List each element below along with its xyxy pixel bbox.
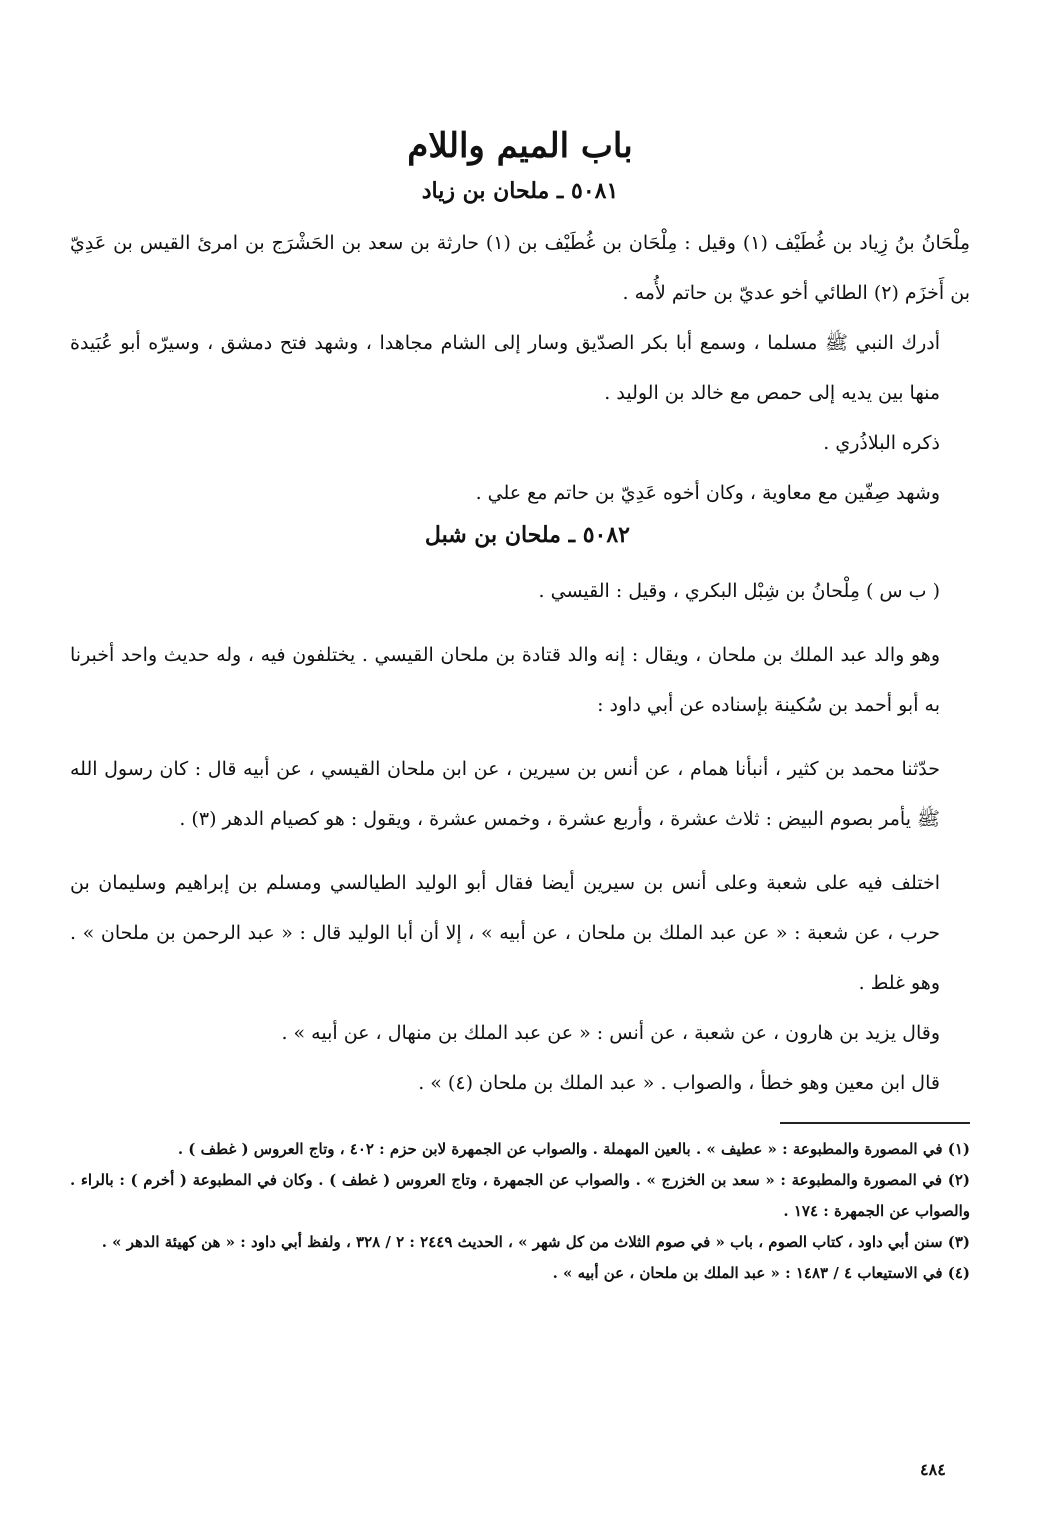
paragraph: وشهد صِفّين مع معاوية ، وكان أخوه عَدِيّ بن حاتم مع علي . — [475, 482, 940, 504]
paragraph: حدّثنا محمد بن كثير ، أنبأنا همام ، عن أنس بن سيرين ، عن ابن ملحان القيسي ، عن أبيه قال : كان رسول الله ﷺ يأمر بصوم البيض : ثلاث عشرة ، وأربع عشرة ، وخمس عشرة ، ويقول : هو كصيام الدهر (٣) . — [70, 758, 940, 830]
footnote: (٢) في المصورة والمطبوعة : « سعد بن الخزرج » . والصواب عن الجمهرة ، وتاج العروس ( غطف ) . وكان في المطبوعة ( أخرم ) : بالراء . والصواب عن الجمهرة : ١٧٤ . — [70, 1171, 970, 1220]
footnote: (٣) سنن أبي داود ، كتاب الصوم ، باب « في صوم الثلاث من كل شهر » ، الحديث ٢٤٤٩ : ٢ / ٣٢٨ ، ولفظ أبي داود : « هن كهيئة الدهر » . — [101, 1233, 970, 1251]
footnote-divider — [780, 1122, 970, 1124]
paragraph: مِلْحَانُ بنُ زِياد بن غُطَيْف (١) وقيل : مِلْحَان بن غُطَيْف بن (١) حارثة بن سعد بن الحَشْرَج بن امرئ القيس بن عَدِيّ بن أَخزَم (٢) الطائي أخو عديّ بن حاتم لأُمه . — [70, 232, 970, 304]
paragraph: قال ابن معين وهو خطأ ، والصواب . « عبد الملك بن ملحان (٤) » . — [418, 1072, 940, 1094]
entry-title: ٥٠٨١ ـ ملحان بن زياد — [421, 178, 619, 204]
paragraph: وقال يزيد بن هارون ، عن شعبة ، عن أنس : « عن عبد الملك بن منهال ، عن أبيه » . — [281, 1022, 940, 1044]
footnote: (٤) في الاستيعاب ٤ / ١٤٨٣ : « عبد الملك بن ملحان ، عن أبيه » . — [552, 1264, 970, 1282]
book-page — [70, 110, 970, 1510]
chapter-title: باب الميم واللام — [407, 126, 633, 166]
entry-title: ٥٠٨٢ ـ ملحان بن شبل — [424, 522, 630, 548]
paragraph: ذكره البلاذُري . — [823, 432, 940, 454]
paragraph: أدرك النبي ﷺ مسلما ، وسمع أبا بكر الصدّيق وسار إلى الشام مجاهدا ، وشهد فتح دمشق ، وسيرّه أبو عُبَيدة منها بين يديه إلى حمص مع خالد بن الوليد . — [70, 332, 940, 404]
page-number: ٤٨٤ — [920, 1460, 946, 1479]
paragraph: اختلف فيه على شعبة وعلى أنس بن سيرين أيضا فقال أبو الوليد الطيالسي ومسلم بن إبراهيم وسليمان بن حرب ، عن شعبة : « عن عبد الملك بن ملحان ، عن أبيه » ، إلا أن أبا الوليد قال : « عبد الرحمن بن ملحان » . وهو غلط . — [70, 872, 940, 994]
paragraph: ( ب س ) مِلْحانُ بن شِبْل البكري ، وقيل : القيسي . — [538, 580, 940, 602]
footnote: (١) في المصورة والمطبوعة : « عطيف » . بالعين المهملة . والصواب عن الجمهرة لابن حزم : ٤٠٢ ، وتاج العروس ( غطف ) . — [177, 1140, 970, 1158]
paragraph: وهو والد عبد الملك بن ملحان ، ويقال : إنه والد قتادة بن ملحان القيسي . يختلفون فيه ، وله حديث واحد أخبرنا به أبو أحمد بن سُكينة بإسناده عن أبي داود : — [70, 644, 940, 716]
